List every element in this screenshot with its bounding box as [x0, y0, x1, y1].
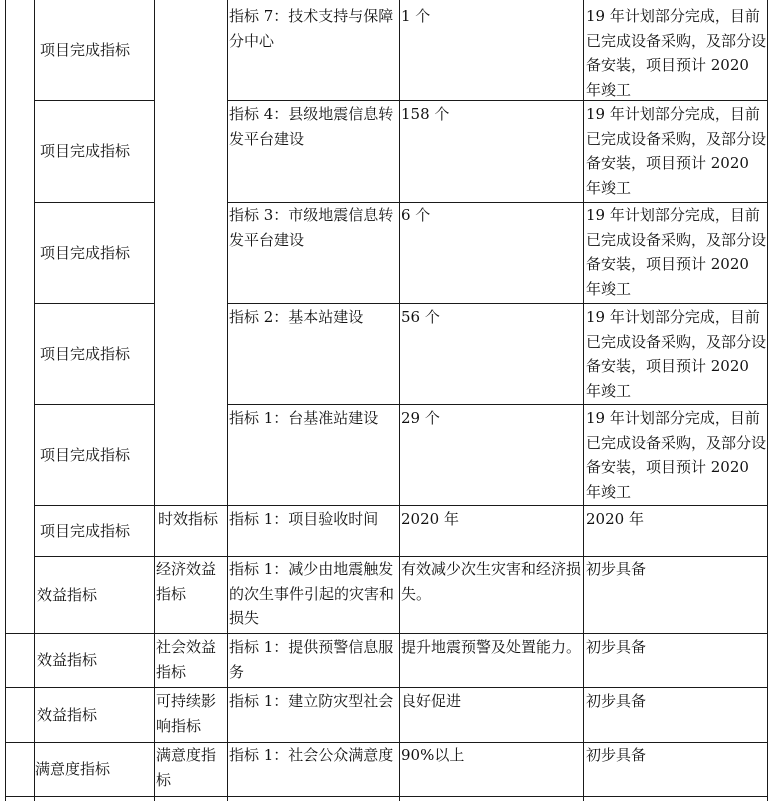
indicator-cell: 指标 1：社会公众满意度: [229, 746, 394, 764]
actual-cell: 19 年计划部分完成，目前已完成设备采购，及部分设备安装，项目预计 2020 年竣工: [586, 308, 767, 400]
grid-line: [227, 0, 228, 801]
target-cell: 有效减少次生灾害和经济损失。: [401, 560, 582, 603]
category-cell: 项目完成指标: [40, 344, 131, 363]
category-cell: 项目完成指标: [40, 445, 131, 464]
actual-cell: 19 年计划部分完成，目前已完成设备采购，及部分设备安装，项目预计 2020 年竣工: [586, 409, 767, 501]
sub-category-cell: 社会效益指标: [156, 638, 217, 681]
grid-line: [227, 404, 768, 405]
category-cell: 项目完成指标: [40, 521, 131, 540]
category-cell: 效益指标: [37, 651, 98, 670]
indicator-cell: 指标 4：县级地震信息转发平台建设: [229, 105, 394, 148]
actual-cell: 初步具备: [586, 638, 647, 656]
category-cell: 项目完成指标: [40, 243, 131, 262]
grid-line: [583, 0, 584, 801]
category-cell: 满意度指标: [35, 760, 111, 779]
target-cell: 2020 年: [401, 510, 459, 528]
target-cell: 158 个: [401, 105, 450, 123]
indicator-cell: 指标 1：减少由地震触发的次生事件引起的灾害和损失: [229, 560, 395, 627]
grid-line: [5, 796, 768, 797]
indicator-cell: 指标 1：建立防灾型社会: [229, 692, 394, 710]
actual-cell: 初步具备: [586, 560, 647, 578]
sub-category-cell: 可持续影响指标: [156, 692, 217, 735]
sub-category-cell: 满意度指标: [156, 746, 217, 789]
indicator-cell: 指标 1：项目验收时间: [229, 510, 379, 528]
indicator-cell: 指标 1：台基准站建设: [229, 409, 379, 427]
indicator-cell: 指标 3：市级地震信息转发平台建设: [229, 206, 394, 249]
actual-cell: 初步具备: [586, 692, 647, 710]
grid-line: [5, 0, 6, 801]
indicator-cell: 指标 2：基本站建设: [229, 308, 364, 326]
grid-line: [34, 0, 35, 801]
category-cell: 项目完成指标: [40, 142, 131, 161]
grid-line: [767, 0, 768, 801]
actual-cell: 19 年计划部分完成，目前已完成设备采购，及部分设备安装，项目预计 2020 年竣工: [586, 206, 767, 298]
actual-cell: 19 年计划部分完成，目前已完成设备采购，及部分设备安装，项目预计 2020 年竣工: [586, 105, 767, 197]
sub-category-cell: 经济效益指标: [156, 560, 217, 603]
indicator-cell: 指标 7：技术支持与保障分中心: [229, 7, 394, 50]
target-cell: 29 个: [401, 409, 440, 427]
target-cell: 90%以上: [401, 746, 465, 764]
category-cell: 效益指标: [37, 705, 98, 724]
target-cell: 1 个: [401, 7, 431, 25]
sub-category-cell: 时效指标: [158, 510, 219, 528]
grid-line: [154, 0, 155, 801]
grid-line: [399, 0, 400, 801]
category-cell: 项目完成指标: [40, 40, 131, 59]
actual-cell: 2020 年: [586, 510, 644, 528]
grid-line: [227, 303, 768, 304]
target-cell: 良好促进: [401, 692, 462, 710]
target-cell: 56 个: [401, 308, 440, 326]
category-cell: 效益指标: [37, 585, 98, 604]
actual-cell: 19 年计划部分完成，目前已完成设备采购，及部分设备安装，项目预计 2020 年竣工: [586, 7, 767, 99]
target-cell: 6 个: [401, 206, 431, 224]
target-cell: 提升地震预警及处置能力。: [401, 638, 582, 656]
indicator-cell: 指标 1：提供预警信息服务: [229, 638, 394, 681]
actual-cell: 初步具备: [586, 746, 647, 764]
